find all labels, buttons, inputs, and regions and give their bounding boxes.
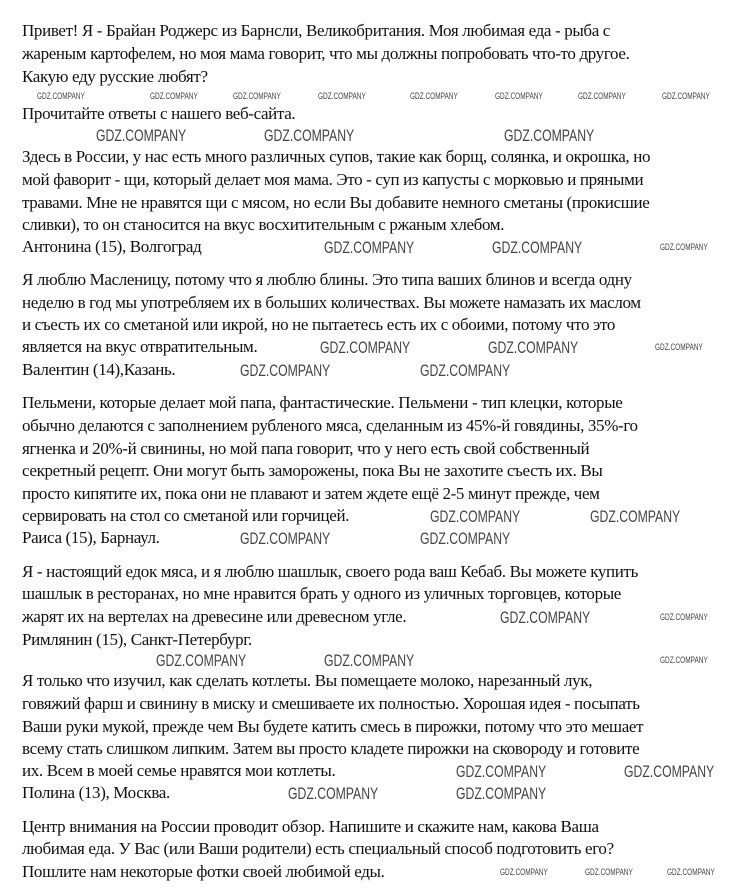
intro-line: Какую еду русские любят?: [22, 67, 208, 86]
answer-line: просто кипятите их, пока они не плавают и затем ждете ещё 2-5 минут прежде, чем: [22, 484, 600, 503]
watermark: GDZ.COMPANY: [150, 91, 198, 101]
answer-line: Я люблю Масленицу, потому что я люблю блины. Это типа ваших блинов и всегда одну: [22, 270, 632, 289]
answer-line: травами. Мне не нравятся щи с мясом, но если Вы добавите немного сметаны (прокисшие: [22, 193, 650, 212]
watermark: GDZ.COMPANY: [430, 507, 521, 526]
answer-author: Раиса (15), Барнаул.: [22, 528, 160, 547]
watermark: GDZ.COMPANY: [37, 91, 85, 101]
watermark: GDZ.COMPANY: [500, 608, 591, 627]
answer-line: всему стать слишком липким. Затем вы просто кладете пирожки на сковороду и готовите: [22, 739, 640, 758]
watermark: GDZ.COMPANY: [288, 784, 379, 803]
answer-line: шашлык в ресторанах, но мне нравится брать у одного из уличных торговцев, которые: [22, 584, 621, 603]
watermark: GDZ.COMPANY: [667, 867, 715, 877]
watermark: GDZ.COMPANY: [660, 242, 708, 252]
watermark: GDZ.COMPANY: [96, 126, 187, 145]
answer-line: является на вкус отвратительным.: [22, 337, 258, 356]
watermark: GDZ.COMPANY: [324, 238, 415, 257]
answer-line: неделю в год мы употребляем их в больших количествах. Вы можете намазать их маслом: [22, 293, 641, 312]
watermark: GDZ.COMPANY: [500, 867, 548, 877]
watermark: GDZ.COMPANY: [324, 651, 415, 670]
watermark: GDZ.COMPANY: [410, 91, 458, 101]
watermark: GDZ.COMPANY: [662, 91, 710, 101]
watermark: GDZ.COMPANY: [624, 762, 715, 781]
watermark: GDZ.COMPANY: [488, 338, 579, 357]
answer-author: Валентин (14),Казань.: [22, 360, 176, 379]
answer-line: Я только что изучил, как сделать котлеты. Вы помещаете молоко, нарезанный лук,: [22, 671, 593, 690]
watermark: GDZ.COMPANY: [578, 91, 626, 101]
watermark: GDZ.COMPANY: [585, 867, 633, 877]
answer-author: Антонина (15), Волгоград: [22, 237, 202, 256]
answer-line: Я - настоящий едок мяса, и я люблю шашлык, своего рода ваш Кебаб. Вы можете купить: [22, 562, 638, 581]
watermark: GDZ.COMPANY: [495, 91, 543, 101]
watermark: GDZ.COMPANY: [492, 238, 583, 257]
answer-line: ягненка и 20%-й свинины, но мой папа говорит, что у него есть свой собственный: [22, 439, 590, 458]
intro-line: Привет! Я - Брайан Роджерс из Барнсли, Великобритания. Моя любимая еда - рыба с: [22, 21, 611, 40]
watermark: GDZ.COMPANY: [264, 126, 355, 145]
answer-line: Ваши руки мукой, прежде чем Вы будете катить смесь в пирожки, потому что это мешает: [22, 717, 644, 736]
answer-line: сливки), то он станосится на вкус восхитительным с ржаным хлебом.: [22, 215, 505, 234]
answer-line: их. Всем в моей семье нравятся мои котлеты.: [22, 761, 336, 780]
watermark: GDZ.COMPANY: [318, 91, 366, 101]
watermark: GDZ.COMPANY: [240, 529, 331, 548]
watermark: GDZ.COMPANY: [655, 342, 703, 352]
watermark: GDZ.COMPANY: [156, 651, 247, 670]
answer-author: Полина (13), Москва.: [22, 783, 170, 802]
answer-line: говяжий фарш и свинину в миску и смешиваете их полностью. Хорошая идея - посыпать: [22, 694, 640, 713]
watermark: GDZ.COMPANY: [240, 361, 331, 380]
answer-line: обычно делаются с заполнением рубленого мяса, сделанным из 45%-й говядины, 35%-го: [22, 416, 638, 435]
watermark: GDZ.COMPANY: [456, 784, 547, 803]
watermark: GDZ.COMPANY: [590, 507, 681, 526]
answer-line: мой фаворит - щи, который делает моя мама. Это - суп из капусты с морковью и пряными: [22, 170, 644, 189]
watermark: GDZ.COMPANY: [320, 338, 411, 357]
closing-line: любимая еда. У Вас (или Ваши родители) есть специальный способ подготовить его?: [22, 839, 614, 858]
watermark: GDZ.COMPANY: [660, 612, 708, 622]
watermark: GDZ.COMPANY: [233, 91, 281, 101]
answer-line: жарят их на вертелах на древесине или древесном угле.: [22, 607, 407, 626]
answer-line: секретный рецепт. Они могут быть заморожены, пока Вы не захотите съесть их. Вы: [22, 461, 603, 480]
watermark: GDZ.COMPANY: [420, 361, 511, 380]
watermark: GDZ.COMPANY: [504, 126, 595, 145]
closing-line: Центр внимания на России проводит обзор. Напишите и скажите нам, какова Ваша: [22, 817, 599, 836]
watermark: GDZ.COMPANY: [660, 655, 708, 665]
answer-line: сервировать на стол со сметаной или горчицей.: [22, 506, 350, 525]
answer-line: Здесь в России, у нас есть много различных супов, такие как борщ, солянка, и окрошка, но: [22, 147, 651, 166]
watermark: GDZ.COMPANY: [456, 762, 547, 781]
closing-line: Пошлите нам некоторые фотки своей любимой еды.: [22, 862, 385, 881]
intro-line: жареным картофелем, но моя мама говорит, что мы должны попробовать что-то другое.: [22, 44, 630, 63]
answer-line: Пельмени, которые делает мой папа, фантастические. Пельмени - тип клецки, которые: [22, 393, 623, 412]
watermark: GDZ.COMPANY: [420, 529, 511, 548]
read-answers-line: Прочитайте ответы с нашего веб-сайта.: [22, 104, 296, 123]
answer-line: и съесть их со сметаной или икрой, но не пытаетесь есть их с обоими, потому что это: [22, 315, 615, 334]
answer-author: Римлянин (15), Санкт-Петербург.: [22, 630, 252, 649]
